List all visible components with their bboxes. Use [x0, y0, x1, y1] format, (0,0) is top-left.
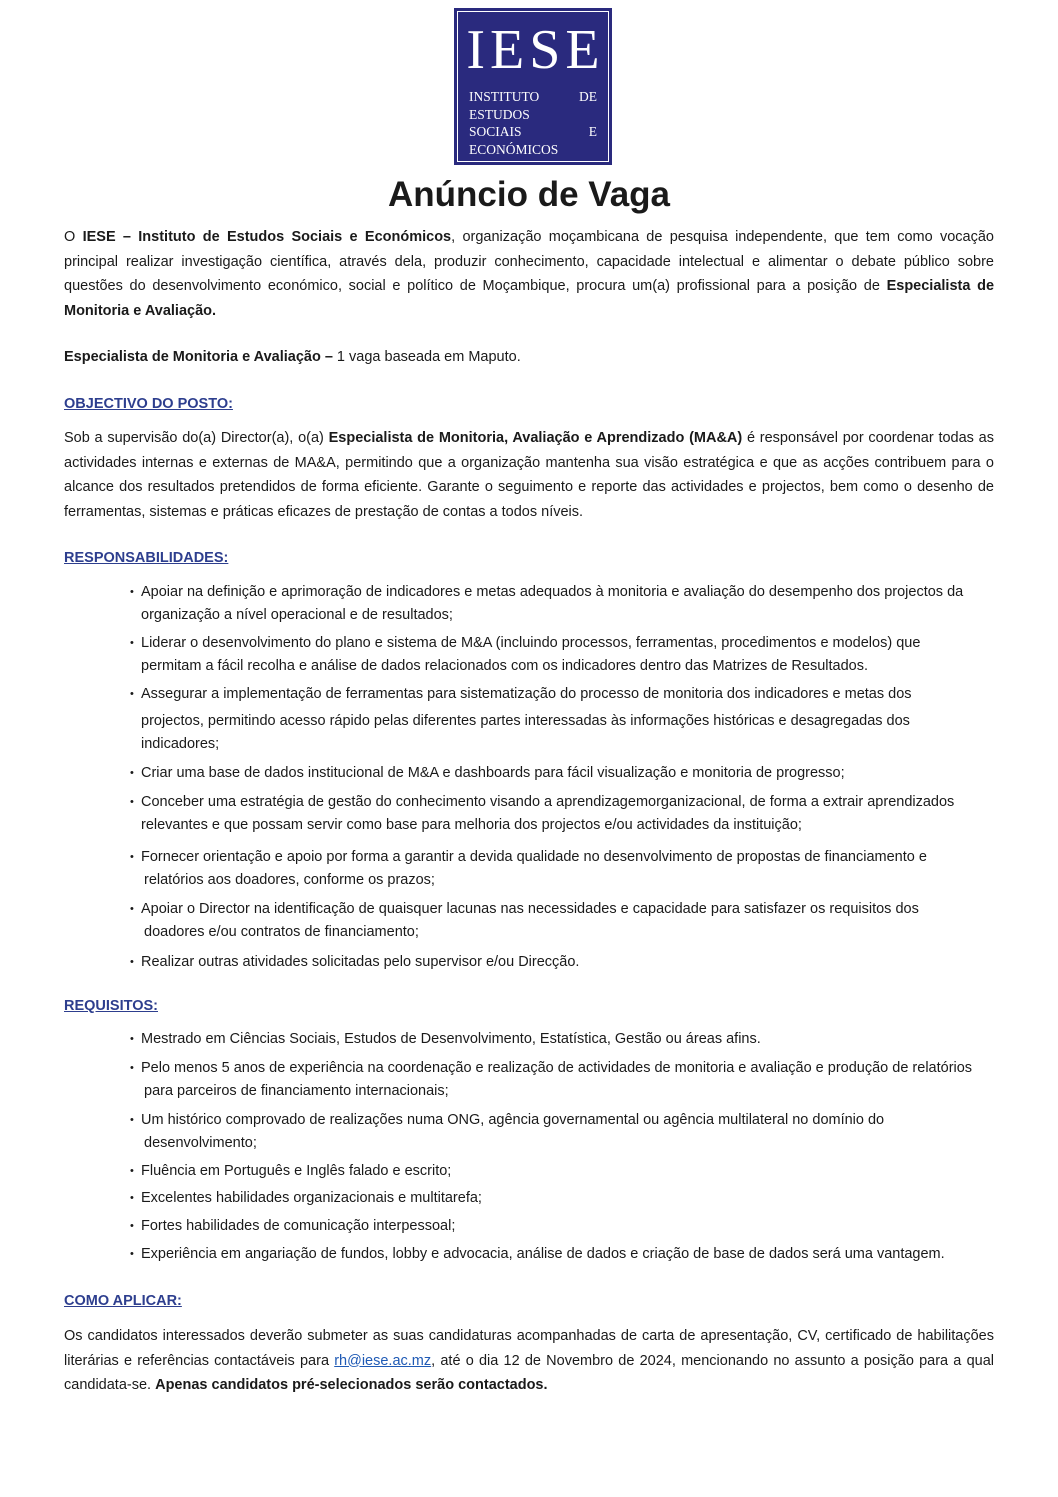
apply-text-2: , até o dia 12 de Novembro de 2024, mencionando no assunto a posição para a qual candidata-se. — [64, 1352, 994, 1393]
list-item-line: permitam a fácil recolha e análise de dados relacionados com os indicadores dentro das Matrizes de Resultados. — [141, 658, 869, 674]
objective-text-2: é responsável por coordenar todas as actividades internas e externas de MA&A, permitindo que a organização mantenha sua visão estratégica e que as acções contribuem para o alcance dos resultados pretendidos de forma eficiente. Garante o seguimento e reporte das actividades e projectos, bem como o desenho de ferramentas, sistemas e práticas eficazes de prestação de contas a todos níveis. — [64, 430, 994, 520]
requirements-heading: REQUISITOS: — [64, 998, 158, 1014]
apply-heading: COMO APLICAR: — [64, 1293, 182, 1309]
list-item-line: • Conceber uma estratégia de gestão do conhecimento visando a aprendizagemorganizacional, de forma a extrair aprendizados — [141, 794, 955, 810]
intro-org-name: IESE – Instituto de Estudos Sociais e Económicos — [82, 229, 452, 245]
objective-paragraph — [64, 426, 994, 524]
objective-role: Especialista de Monitoria, Avaliação e Aprendizado (MA&A) — [328, 430, 743, 446]
logo-line-1: INSTITUTO DE — [469, 89, 597, 104]
list-item-line: • Apoiar o Director na identificação de quaisquer lacunas nas necessidades e capacidade para satisfazer os requisitos dos — [141, 901, 919, 917]
vacancy-detail: 1 vaga baseada em Maputo. — [332, 349, 521, 365]
list-item-line: relevantes e que possam servir como base para melhoria dos projectos e/ou actividades da instituição; — [141, 817, 802, 833]
list-item — [130, 581, 998, 627]
list-item — [130, 846, 998, 892]
page-title: Anúncio de Vaga — [388, 175, 670, 214]
list-item-line: • Excelentes habilidades organizacionais e multitarefa; — [141, 1190, 482, 1206]
apply-text-1: Os candidatos interessados deverão submeter as suas candidaturas acompanhadas de carta de apresentação, CV, certificado de habilitações literárias e referências contactáveis para — [64, 1328, 994, 1369]
email-link[interactable]: rh@iese.ac.mz — [334, 1352, 432, 1369]
list-item — [130, 762, 998, 785]
list-item-line: • Criar uma base de dados institucional de M&A e dashboards para fácil visualização e monitoria de progresso; — [141, 765, 845, 781]
logo-acronym: IESE — [466, 19, 605, 81]
iese-logo — [454, 8, 612, 165]
logo-line-3: SOCIAIS E — [469, 124, 597, 139]
list-item-line: desenvolvimento; — [144, 1135, 257, 1151]
list-item — [130, 1160, 998, 1183]
logo-line-2: ESTUDOS — [469, 106, 530, 122]
intro-text-1: O — [64, 229, 83, 245]
iese-logo-frame — [457, 11, 609, 162]
list-item — [130, 951, 998, 974]
list-item — [130, 1109, 998, 1155]
list-item-line: • Realizar outras atividades solicitadas pelo supervisor e/ou Direcção. — [141, 954, 580, 970]
list-item-line: relatórios aos doadores, conforme os prazos; — [144, 872, 435, 888]
intro-text-2: , organização moçambicana de pesquisa independente, que tem como vocação principal realizar investigação científica, através dela, produzir conhecimento, capacidade intelectual e alimentar o debate público sobre questões do desenvolvimento económico, social e político de Moçambique, procura um(a) profissional para a posição de — [64, 229, 995, 294]
list-item — [130, 1187, 998, 1210]
list-item — [130, 898, 998, 944]
list-item-line: indicadores; — [141, 736, 220, 752]
list-item — [130, 1215, 998, 1238]
list-item-line: organização a nível operacional e de resultados; — [141, 607, 453, 623]
list-item-line: • Mestrado em Ciências Sociais, Estudos de Desenvolvimento, Estatística, Gestão ou áreas afins. — [141, 1031, 761, 1047]
list-item — [130, 632, 998, 678]
list-item-line: projectos, permitindo acesso rápido pelas diferentes partes interessadas às informações históricas e desagregadas dos — [141, 713, 910, 729]
vacancy-line — [64, 345, 994, 370]
list-item — [130, 1057, 998, 1103]
list-item-line: • Fornecer orientação e apoio por forma a garantir a devida qualidade no desenvolvimento de propostas de financiamento e — [141, 849, 927, 865]
logo-line-4: ECONÓMICOS — [469, 141, 559, 157]
vacancy-title: Especialista de Monitoria e Avaliação – — [64, 349, 333, 365]
list-item-line: • Pelo menos 5 anos de experiência na coordenação e realização de actividades de monitoria e avaliação e produção de relatórios — [141, 1060, 973, 1076]
apply-closing: Apenas candidatos pré-selecionados serão contactados. — [155, 1377, 548, 1393]
list-item-line: • Liderar o desenvolvimento do plano e sistema de M&A (incluindo processos, ferramentas, procedimentos e modelos) que — [141, 635, 921, 651]
list-item — [130, 791, 998, 837]
list-item-line: • Um histórico comprovado de realizações numa ONG, agência governamental ou agência multilateral no domínio do — [141, 1112, 885, 1128]
list-item-line: • Experiência em angariação de fundos, lobby e advocacia, análise de dados e criação de base de dados será uma vantagem. — [141, 1246, 945, 1262]
list-item — [130, 1028, 998, 1051]
list-item — [130, 1243, 998, 1266]
objective-text-1: Sob a supervisão do(a) Director(a), o(a) — [64, 430, 329, 446]
list-item — [130, 683, 998, 756]
intro-position: Especialista de Monitoria e Avaliação. — [64, 278, 995, 319]
objective-heading: OBJECTIVO DO POSTO: — [64, 396, 233, 412]
list-item-line: • Fluência em Português e Inglês falado e escrito; — [141, 1163, 452, 1179]
apply-paragraph — [64, 1324, 994, 1398]
responsibilities-heading: RESPONSABILIDADES: — [64, 550, 229, 566]
list-item-line: • Fortes habilidades de comunicação interpessoal; — [141, 1218, 456, 1234]
intro-paragraph — [64, 225, 994, 323]
list-item-line: • Assegurar a implementação de ferramentas para sistematização do processo de monitoria dos indicadores e metas dos — [141, 686, 912, 702]
list-item-line: doadores e/ou contratos de financiamento; — [144, 924, 419, 940]
list-item-line: para parceiros de financiamento internacionais; — [144, 1083, 449, 1099]
list-item-line: • Apoiar na definição e aprimoração de indicadores e metas adequados à monitoria e avaliação do desempenho dos projectos da — [141, 584, 964, 600]
